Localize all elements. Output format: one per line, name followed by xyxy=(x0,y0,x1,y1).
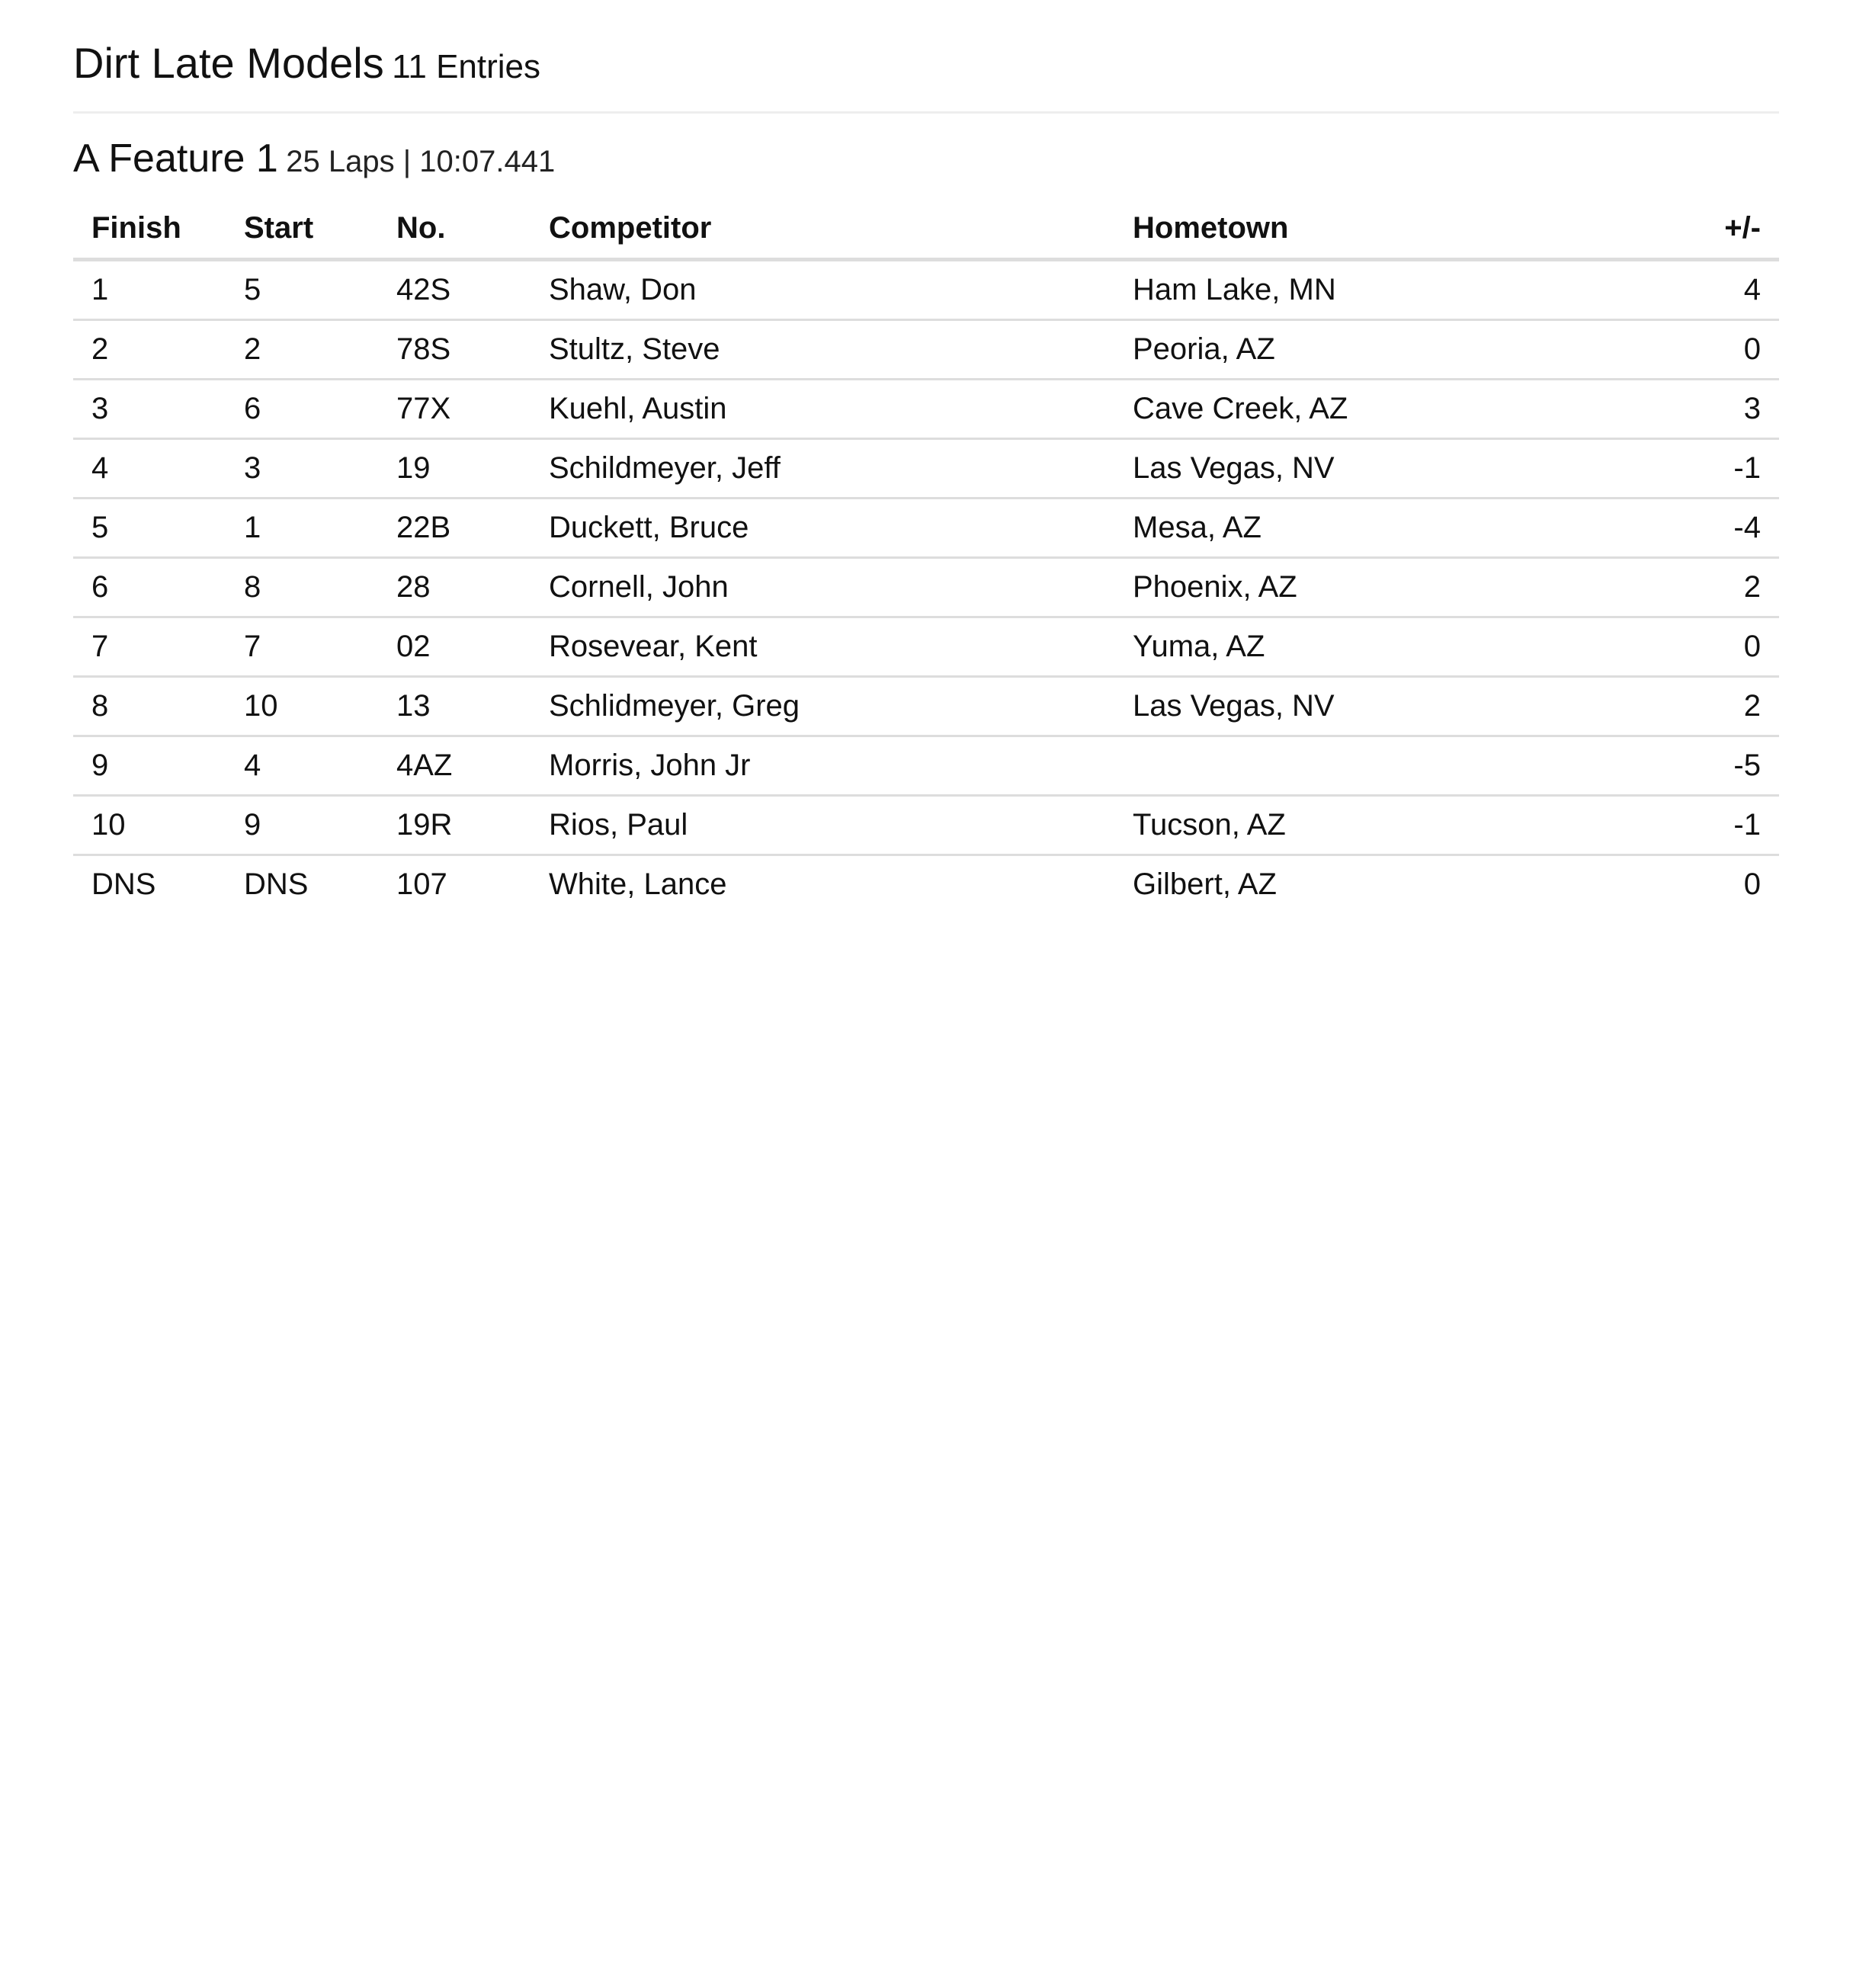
start-cell: 7 xyxy=(226,617,378,677)
finish-cell: 1 xyxy=(73,260,226,320)
position-change-cell: 0 xyxy=(1743,867,1761,901)
competitor-cell: Rosevear, Kent xyxy=(531,617,1114,677)
position-change-cell: 3 xyxy=(1602,380,1779,439)
number-cell: 107 xyxy=(396,867,447,901)
finish-cell: 7 xyxy=(73,617,226,677)
table-header-row xyxy=(73,198,1779,260)
table-row xyxy=(73,736,1779,796)
competitor-cell: Schlidmeyer, Greg xyxy=(531,677,1114,736)
table-row xyxy=(73,677,1779,736)
hometown-cell xyxy=(1114,736,1602,796)
number-cell: 42S xyxy=(378,260,531,320)
competitor-cell: Cornell, John xyxy=(531,558,1114,617)
header-divider xyxy=(73,111,1779,114)
table-row xyxy=(73,260,1779,320)
class-title: Dirt Late Models xyxy=(73,39,384,87)
hometown-cell: Gilbert, AZ xyxy=(1133,867,1277,901)
header-competitor: Competitor xyxy=(531,198,1114,260)
number-cell: 78S xyxy=(378,320,531,380)
table-row xyxy=(73,796,1779,855)
header-number: No. xyxy=(378,198,531,260)
competitor-cell: Duckett, Bruce xyxy=(531,499,1114,558)
finish-cell: 9 xyxy=(73,736,226,796)
hometown-cell: Peoria, AZ xyxy=(1114,320,1602,380)
position-change-cell: 0 xyxy=(1602,617,1779,677)
position-change-cell: 0 xyxy=(1602,320,1779,380)
table-row xyxy=(73,617,1779,677)
header-hometown: Hometown xyxy=(1114,198,1602,260)
results-table xyxy=(73,198,1779,913)
position-change-cell: -1 xyxy=(1602,796,1779,855)
finish-cell: 4 xyxy=(73,439,226,499)
table-row xyxy=(73,499,1779,558)
finish-cell: 3 xyxy=(73,380,226,439)
hometown-cell: Cave Creek, AZ xyxy=(1114,380,1602,439)
table-row xyxy=(73,855,1779,914)
table-row xyxy=(73,320,1779,380)
start-cell: 8 xyxy=(226,558,378,617)
number-cell: 28 xyxy=(378,558,531,617)
competitor-cell: Morris, John Jr xyxy=(531,736,1114,796)
start-cell: 2 xyxy=(226,320,378,380)
header-start: Start xyxy=(226,198,378,260)
start-cell: DNS xyxy=(244,867,309,901)
race-header xyxy=(73,136,1779,181)
start-cell: 5 xyxy=(226,260,378,320)
number-cell: 4AZ xyxy=(378,736,531,796)
competitor-cell: Rios, Paul xyxy=(531,796,1114,855)
number-cell: 02 xyxy=(378,617,531,677)
number-cell: 22B xyxy=(378,499,531,558)
number-cell: 77X xyxy=(378,380,531,439)
start-cell: 3 xyxy=(226,439,378,499)
finish-cell: DNS xyxy=(91,867,156,901)
table-row xyxy=(73,380,1779,439)
position-change-cell: -1 xyxy=(1602,439,1779,499)
finish-cell: 10 xyxy=(73,796,226,855)
start-cell: 10 xyxy=(226,677,378,736)
finish-cell: 6 xyxy=(73,558,226,617)
hometown-cell: Yuma, AZ xyxy=(1114,617,1602,677)
race-laps-time: 25 Laps | 10:07.441 xyxy=(286,145,556,178)
number-cell: 19R xyxy=(378,796,531,855)
finish-cell: 8 xyxy=(73,677,226,736)
number-cell: 13 xyxy=(378,677,531,736)
finish-cell: 2 xyxy=(73,320,226,380)
header-position-change: +/- xyxy=(1602,198,1779,260)
competitor-cell: Stultz, Steve xyxy=(531,320,1114,380)
start-cell: 1 xyxy=(226,499,378,558)
position-change-cell: -4 xyxy=(1602,499,1779,558)
class-header xyxy=(73,38,1779,88)
hometown-cell: Tucson, AZ xyxy=(1114,796,1602,855)
race-title: A Feature 1 xyxy=(73,136,278,181)
hometown-cell: Ham Lake, MN xyxy=(1114,260,1602,320)
competitor-cell: Kuehl, Austin xyxy=(531,380,1114,439)
entries-count: 11 Entries xyxy=(392,48,541,85)
competitor-cell: White, Lance xyxy=(549,867,727,901)
position-change-cell: -5 xyxy=(1602,736,1779,796)
table-row xyxy=(73,439,1779,499)
competitor-cell: Schildmeyer, Jeff xyxy=(531,439,1114,499)
finish-cell: 5 xyxy=(73,499,226,558)
position-change-cell: 2 xyxy=(1602,677,1779,736)
table-row xyxy=(73,558,1779,617)
hometown-cell: Mesa, AZ xyxy=(1114,499,1602,558)
start-cell: 6 xyxy=(226,380,378,439)
hometown-cell: Las Vegas, NV xyxy=(1114,439,1602,499)
hometown-cell: Las Vegas, NV xyxy=(1114,677,1602,736)
start-cell: 9 xyxy=(226,796,378,855)
position-change-cell: 2 xyxy=(1602,558,1779,617)
start-cell: 4 xyxy=(226,736,378,796)
competitor-cell: Shaw, Don xyxy=(531,260,1114,320)
header-finish: Finish xyxy=(73,198,226,260)
number-cell: 19 xyxy=(378,439,531,499)
hometown-cell: Phoenix, AZ xyxy=(1114,558,1602,617)
position-change-cell: 4 xyxy=(1602,260,1779,320)
